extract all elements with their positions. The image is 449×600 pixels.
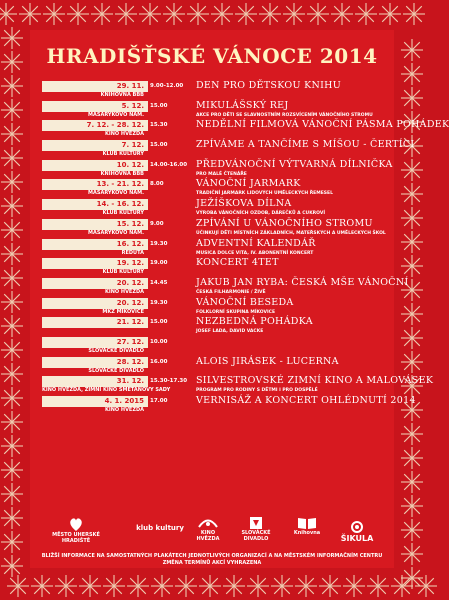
star-ornament <box>401 423 423 445</box>
star-ornament <box>31 575 53 597</box>
event-time: 9.00-12.00 <box>150 83 184 89</box>
event-date: 5. 12. <box>42 101 148 112</box>
star-ornament <box>199 575 221 597</box>
event-description: TRADIČNÍ JARMARK LIDOVÝCH UMĚLECKÝCH ŘEMESEL <box>196 191 333 197</box>
star-ornament <box>401 519 423 541</box>
event-name: JEŽÍŠKOVA DÍLNA <box>196 198 292 210</box>
star-ornament <box>1 459 23 481</box>
star-ornament <box>1 435 23 457</box>
event-time: 15.00 <box>150 319 168 326</box>
event-date: 28. 12. <box>42 357 148 368</box>
star-ornament <box>401 351 423 373</box>
star-ornament <box>283 3 305 25</box>
event-name: DEN PRO DĚTSKOU KNIHU <box>196 80 342 91</box>
star-ornament <box>1 387 23 409</box>
knihovna-label: Knihovna <box>293 530 321 536</box>
star-ornament <box>401 255 423 277</box>
event-date: 16. 12. <box>42 239 148 250</box>
star-ornament <box>1 483 23 505</box>
star-ornament <box>355 3 377 25</box>
star-ornament <box>271 575 293 597</box>
event-time: 9.00 <box>150 220 164 227</box>
star-ornament <box>1 315 23 337</box>
star-ornament <box>103 575 125 597</box>
event-name: MIKULÁŠSKÝ REJ <box>196 99 289 111</box>
event-row <box>38 336 390 356</box>
star-ornament <box>19 3 41 25</box>
event-venue: KNIHOVNA BBB <box>100 170 144 177</box>
star-ornament <box>401 303 423 325</box>
star-ornament <box>235 3 257 25</box>
book-icon <box>297 516 317 530</box>
event-row <box>38 257 390 277</box>
star-ornament <box>1 195 23 217</box>
footer-line-1: BLIŽŠÍ INFORMACE NA SAMOSTATNÝCH PLAKÁTECH JEDNOTLIVÝCH ORGANIZACÍ A NA MĚSTSKÉM INFORMAČNÍM CENTRU <box>41 553 383 559</box>
footer-note <box>0 553 424 567</box>
star-ornament <box>401 183 423 205</box>
event-date: 20. 12. <box>42 278 148 289</box>
event-date: 7. 12. - 28. 12. <box>42 120 148 131</box>
event-row <box>38 218 390 238</box>
star-ornament <box>1 339 23 361</box>
star-ornament <box>401 207 423 229</box>
event-venue: KINO HVĚZDA <box>104 131 144 138</box>
star-ornament <box>211 3 233 25</box>
star-ornament <box>379 3 401 25</box>
event-time: 19.00 <box>150 260 168 267</box>
star-ornament <box>91 3 113 25</box>
star-ornament <box>175 575 197 597</box>
star-ornament <box>1 75 23 97</box>
event-venue: KINO HVĚZDA <box>104 407 144 413</box>
star-ornament <box>331 3 353 25</box>
star-ornament <box>401 567 423 589</box>
event-venue: KINO HVĚZDA, ZIMNÍ KINO SMETANOVY SADY <box>42 387 171 394</box>
event-time: 17.00 <box>150 398 168 404</box>
star-ornament <box>163 3 185 25</box>
event-venue: KLUB KULTURY <box>102 210 144 217</box>
star-ornament <box>401 495 423 517</box>
star-ornament <box>1 507 23 529</box>
event-date: 19. 12. <box>42 258 148 269</box>
star-ornament <box>151 575 173 597</box>
star-ornament <box>79 575 101 597</box>
sponsor-logos <box>40 516 384 550</box>
event-venue: KINO HVĚZDA <box>104 288 144 295</box>
star-ornament <box>187 3 209 25</box>
star-ornament <box>43 3 65 25</box>
star-ornament <box>343 575 365 597</box>
city-logo <box>46 516 106 544</box>
slovacke-divadlo-logo <box>236 516 276 544</box>
sikula-logo <box>332 520 382 548</box>
event-date: 4. 1. 2015 <box>42 396 148 407</box>
event-description: AKCE PRO DĚTI SE SLAVNOSTNÍM ROZSVÍCENÍM VÁNOČNÍHO STROMU <box>196 112 373 118</box>
star-ornament <box>1 363 23 385</box>
star-ornament <box>401 471 423 493</box>
event-date: 13. - 21. 12. <box>42 179 148 190</box>
star-ornament <box>1 243 23 265</box>
event-description: ČESKÁ FILHARMONIE / ŽIVĚ <box>196 289 266 295</box>
event-date: 27. 12. <box>42 337 148 348</box>
event-time: 19.30 <box>150 299 168 306</box>
event-description: FOLKLORNÍ SKUPINA MÍKOVICE <box>196 309 276 315</box>
event-date: 10. 12. <box>42 160 148 171</box>
star-ornament <box>1 267 23 289</box>
star-ornament <box>295 575 317 597</box>
star-ornament <box>1 171 23 193</box>
star-ornament <box>1 147 23 169</box>
event-venue: KLUB KULTURY <box>102 269 144 276</box>
event-name: VÁNOČNÍ JARMARK <box>196 178 301 190</box>
event-date: 14. - 16. 12. <box>42 199 148 210</box>
event-time: 15.30-17.30 <box>150 378 188 385</box>
star-ornament <box>55 575 77 597</box>
event-row <box>38 80 390 100</box>
event-name: ZPÍVÁNÍ U VÁNOČNÍHO STROMU <box>196 217 373 229</box>
star-ornament <box>223 575 245 597</box>
star-ornament <box>115 3 137 25</box>
event-description: ÚČINKUJÍ DĚTI MÍSTNÍCH ZÁKLADNÍCH, MATEŘSKÝCH A UMĚLECKÝCH ŠKOL <box>196 230 386 236</box>
slovacke-divadlo-label: SLOVÁCKÉ DIVADLO <box>241 530 271 542</box>
event-name: JAKUB JAN RYBA: ČESKÁ MŠE VÁNOČNÍ <box>196 276 409 288</box>
event-date: 15. 12. <box>42 219 148 230</box>
cinema-icon <box>197 516 219 530</box>
event-name: ZPÍVÁME A TANČÍME S MÍŠOU - ČERTÍCI <box>196 139 415 151</box>
event-venue: MKZ MÍKOVICE <box>102 308 144 315</box>
event-date: 31. 12. <box>42 376 148 387</box>
star-ornament <box>1 411 23 433</box>
kino-hvezda-logo <box>190 516 226 544</box>
event-name: KONCERT 4TET <box>196 257 279 269</box>
event-row <box>38 238 390 258</box>
event-row <box>38 178 390 198</box>
event-name: PŘEDVÁNOČNÍ VÝTVARNÁ DÍLNIČKA <box>196 158 393 170</box>
event-venue: MASARYKOVO NÁM. <box>88 111 144 118</box>
star-ornament <box>0 3 17 25</box>
event-date: 7. 12. <box>42 140 148 151</box>
star-ornament <box>1 291 23 313</box>
event-list <box>38 80 449 415</box>
event-time: 15.00 <box>150 142 168 149</box>
heart-icon <box>69 516 83 532</box>
event-row <box>38 297 390 317</box>
event-description: VÝROBA VÁNOČNÍCH OZDOB, DÁREČKŮ A CUKROVÍ <box>196 211 326 217</box>
event-date: 29. 11. <box>42 81 148 92</box>
star-ornament <box>367 575 389 597</box>
event-date: 20. 12. <box>42 298 148 309</box>
event-venue: KLUB KULTURY <box>102 151 144 158</box>
star-ornament <box>247 575 269 597</box>
event-row <box>38 356 390 376</box>
theatre-icon <box>249 516 263 530</box>
star-ornament <box>319 575 341 597</box>
knihovna-logo <box>290 516 324 544</box>
star-ornament <box>401 327 423 349</box>
event-row <box>38 395 416 415</box>
event-name: NEDĚLNÍ FILMOVÁ VÁNOČNÍ PÁSMA POHÁDEK <box>196 119 449 131</box>
star-ornament <box>1 219 23 241</box>
event-row <box>38 139 415 159</box>
event-row <box>38 198 390 218</box>
star-ornament <box>1 123 23 145</box>
star-ornament <box>401 447 423 469</box>
event-time: 16.00 <box>150 358 168 365</box>
event-description: PRO MALÉ ČTENÁŘE <box>196 171 247 177</box>
star-ornament <box>1 99 23 121</box>
event-description: JOSEF LADA, DAVID VACKE <box>196 329 264 335</box>
event-row <box>38 119 449 139</box>
event-time: 10.00 <box>150 338 168 345</box>
event-date: 21. 12. <box>42 317 148 328</box>
event-row <box>38 316 390 336</box>
star-ornament <box>259 3 281 25</box>
event-venue: REDUTA <box>121 249 144 256</box>
event-name: VÁNOČNÍ BESEDA <box>196 296 294 308</box>
event-venue: SLOVÁCKÉ DIVADLO <box>88 367 144 374</box>
event-venue: MASARYKOVO NÁM. <box>88 190 144 197</box>
gear-icon <box>350 520 364 534</box>
sikula-label: ŠIKULA <box>340 534 374 543</box>
star-ornament <box>401 231 423 253</box>
city-logo-label: MĚSTO UHERSKÉ HRADIŠTĚ <box>52 532 100 544</box>
event-time: 14.45 <box>150 279 168 286</box>
footer-line-2: ZMĚNA TERMÍNŮ AKCÍ VYHRAZENA <box>162 560 262 566</box>
event-name: NEZBEDNÁ POHÁDKA <box>196 316 313 328</box>
event-name: VERNISÁŽ A KONCERT OHLÉDNUTÍ 2014 <box>196 395 416 406</box>
event-time: 19.30 <box>150 240 168 247</box>
star-ornament <box>307 3 329 25</box>
poster-title: HRADIŠŤSKÉ VÁNOCE 2014 <box>46 44 378 68</box>
event-venue: MASARYKOVO NÁM. <box>88 229 144 236</box>
star-ornament <box>403 3 425 25</box>
klub-kultury-label: klub kultury <box>136 524 184 532</box>
star-ornament <box>67 3 89 25</box>
event-row <box>38 158 393 179</box>
event-name: ALOIS JIRÁSEK - LUCERNA <box>196 355 339 367</box>
event-name: ADVENTNÍ KALENDÁŘ <box>196 237 316 249</box>
event-row <box>38 100 390 120</box>
klub-kultury-logo <box>136 524 184 552</box>
star-ornament <box>139 3 161 25</box>
event-row <box>38 276 409 297</box>
event-time: 8.00 <box>150 181 164 188</box>
star-ornament <box>401 159 423 181</box>
event-venue: SLOVÁCKÉ DIVADLO <box>88 347 144 354</box>
star-ornament <box>7 575 29 597</box>
kino-hvezda-label: KINO HVĚZDA <box>196 530 220 542</box>
star-ornament <box>401 87 423 109</box>
event-row <box>38 375 434 395</box>
event-time: 15.30 <box>150 122 168 129</box>
star-ornament <box>127 575 149 597</box>
star-ornament <box>1 531 23 553</box>
event-name: SILVESTROVSKÉ ZIMNÍ KINO A MALOVÁSEK <box>196 375 434 387</box>
event-time: 14.00-16.00 <box>150 161 188 168</box>
event-description: PROGRAM PRO RODINY S DĚTMI I PRO DOSPĚLÉ <box>196 388 318 394</box>
event-venue: KNIHOVNA BBB <box>100 92 144 98</box>
event-time: 15.00 <box>150 102 168 109</box>
event-description: MUSICA DOLCE VITA, IV. ABONENTNÍ KONCERT <box>196 250 314 256</box>
